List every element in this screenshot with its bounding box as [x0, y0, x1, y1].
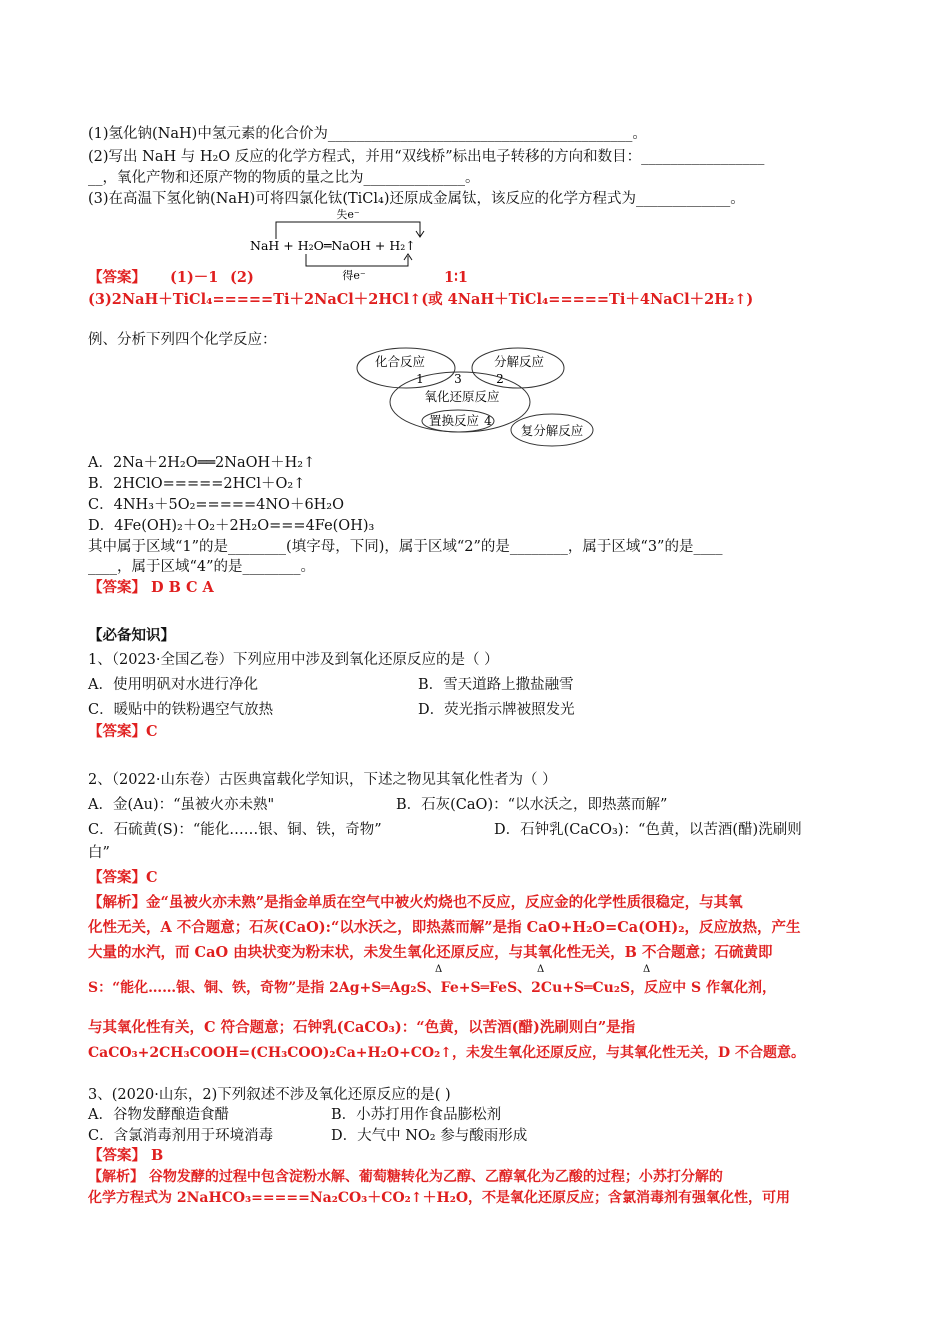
example-answer: 【答案】 D B C A [88, 579, 214, 596]
k3-explanation-2: 化学方程式为 2NaHCO₃=====Na₂CO₃＋CO₂↑＋H₂O，不是氧化还原反应；含氯消毒剂有强氧化性，可用 [88, 1190, 791, 1206]
k2-options-ab [88, 795, 888, 815]
delta-mark-3: Δ [643, 964, 651, 975]
label-displacement: 置换反应 [428, 413, 480, 428]
k2-explanation-2: 化性无关，A 不合题意；石灰(CaO):“以水沃之，即热蒸而解”是指 CaO+H₂O=Ca(OH)₂，反应放热，产生 [88, 919, 801, 936]
example-intro: 例、分析下列四个化学反应： [88, 332, 277, 348]
answer-label: 【答案】 [88, 269, 146, 286]
k2-explanation-4: S：“能化……银、铜、铁，奇物”是指 2Ag+S═Ag₂S、Fe+S═FeS、2Cu+S═Cu₂S，反应中 S 作氧化剂， [88, 980, 776, 996]
question-1-2-cont: __，氧化产物和还原产物的物质的量之比为______________。 [88, 170, 480, 186]
answer-1-1: (1)－1 [170, 269, 219, 286]
k3-answer: 【答案】 B [88, 1147, 164, 1164]
k1-stem: 1、（2023·全国乙卷）下列应用中涉及到氧化还原反应的是（ ） [88, 652, 499, 668]
k3-explanation-1: 【解析】 谷物发酵的过程中包含淀粉水解、葡萄糖转化为乙醇、乙醇氧化为乙酸的过程；小苏打分解的 [88, 1169, 723, 1185]
k1-option-d: D．荧光指示牌被照发光 [418, 702, 575, 718]
region-1: 1 [416, 372, 424, 386]
example-question-cont: ____，属于区域“4”的是________。 [88, 559, 316, 575]
k1-options-cd [88, 700, 888, 720]
k3-stem: 3、(2020·山东，2)下列叙述不涉及氧化还原反应的是( ) [88, 1087, 451, 1103]
answer-1-3: (3)2NaH＋TiCl₄=====Ti＋2NaCl＋2HCl↑(或 4NaH＋TiCl₄=====Ti＋4NaCl＋2H₂↑) [88, 291, 754, 308]
delta-mark-2: Δ [537, 964, 545, 975]
example-question: 其中属于区域“1”的是________(填字母，下同)，属于区域“2”的是________，属于区域“3”的是____ [88, 539, 723, 555]
label-combination: 化合反应 [374, 354, 426, 369]
k2-option-a: A．金(Au)：“虽被火亦未熟" [88, 797, 275, 813]
section-header: 【必备知识】 [88, 627, 175, 644]
delta-mark-1: Δ [435, 964, 443, 975]
region-2: 2 [496, 372, 504, 386]
k2-answer: 【答案】C [88, 869, 158, 886]
label-redox: 氧化还原反应 [424, 389, 500, 404]
k2-options-cd [88, 820, 888, 840]
bridge-top-label: 失e⁻ [336, 208, 360, 221]
k3-option-a: A．谷物发酵酿造食醋 [88, 1107, 229, 1123]
k2-explanation-6: CaCO₃+2CH₃COOH=(CH₃COO)₂Ca+H₂O+CO₂↑，未发生氧化还原反应，与其氧化性无关，D 不合题意。 [88, 1045, 806, 1061]
k1-option-b: B．雪天道路上撒盐融雪 [418, 677, 574, 693]
example-option-d: D．4Fe(OH)₂＋O₂＋2H₂O===4Fe(OH)₃ [88, 518, 375, 534]
k2-explanation-5: 与其氧化性有关，C 符合题意；石钟乳(CaCO₃)：“色黄，以苦酒(醋)洗刷则白”是指 [88, 1019, 636, 1036]
region-3: 3 [454, 372, 462, 386]
k1-option-a: A．使用明矾对水进行净化 [88, 677, 258, 693]
k2-option-d-cont: 白” [88, 845, 110, 861]
k1-options-ab [88, 675, 888, 695]
k2-option-d: D．石钟乳(CaCO₃)：“色黄，以苦酒(醋)洗刷则 [494, 822, 802, 838]
k3-options-cd [88, 1126, 888, 1146]
region-4: 4 [484, 414, 492, 428]
example-option-c: C．4NH₃＋5O₂=====4NO＋6H₂O [88, 497, 345, 513]
k1-answer: 【答案】C [88, 723, 158, 740]
label-decomposition: 分解反应 [493, 354, 545, 369]
k2-stem: 2、（2022·山东卷）古医典富载化学知识，下述之物见其氧化性者为（ ） [88, 772, 557, 788]
question-1-3: (3)在高温下氢化钠(NaH)可将四氯化钛(TiCl₄)还原成金属钛，该反应的化学方程式为_____________。 [88, 191, 745, 207]
k1-option-c: C．暖贴中的铁粉遇空气放热 [88, 702, 274, 718]
example-option-b: B．2HClO=====2HCl＋O₂↑ [88, 476, 306, 492]
k2-explanation-1: 【解析】金“虽被火亦未熟”是指金单质在空气中被火灼烧也不反应，反应金的化学性质很稳定，与其氧 [88, 894, 743, 911]
example-option-a: A．2Na＋2H₂O══2NaOH＋H₂↑ [88, 455, 316, 471]
k3-option-d: D．大气中 NO₂ 参与酸雨形成 [331, 1128, 528, 1144]
answer-ratio: 1∶1 [444, 269, 468, 286]
question-1-2: (2)写出 NaH 与 H₂O 反应的化学方程式，并用“双线桥”标出电子转移的方向和数目：_________________ [88, 149, 765, 165]
k2-explanation-3: 大量的水汽，而 CaO 由块状变为粉末状，未发生氧化还原反应，与其氧化性无关，B 不合题意；石硫黄即 [88, 944, 773, 961]
bridge-bottom-label: 得e⁻ [342, 269, 366, 282]
label-double-decomposition: 复分解反应 [520, 423, 584, 438]
answer-1-2: (2) [230, 269, 254, 286]
question-1-1: (1)氢化钠(NaH)中氢元素的化合价为__________________________________________。 [88, 126, 647, 142]
reaction-venn-diagram [354, 344, 600, 448]
k3-option-c: C．含氯消毒剂用于环境消毒 [88, 1128, 274, 1144]
k2-option-b: B．石灰(CaO)：“以水沃之，即热蒸而解” [396, 797, 668, 813]
k3-option-b: B．小苏打用作食品膨松剂 [331, 1107, 502, 1123]
k3-options-ab [88, 1105, 888, 1125]
k2-option-c: C．石硫黄(S)：“能化……银、铜、铁，奇物” [88, 822, 382, 838]
bridge-equation: NaH + H₂O═NaOH + H₂↑ [250, 238, 416, 253]
